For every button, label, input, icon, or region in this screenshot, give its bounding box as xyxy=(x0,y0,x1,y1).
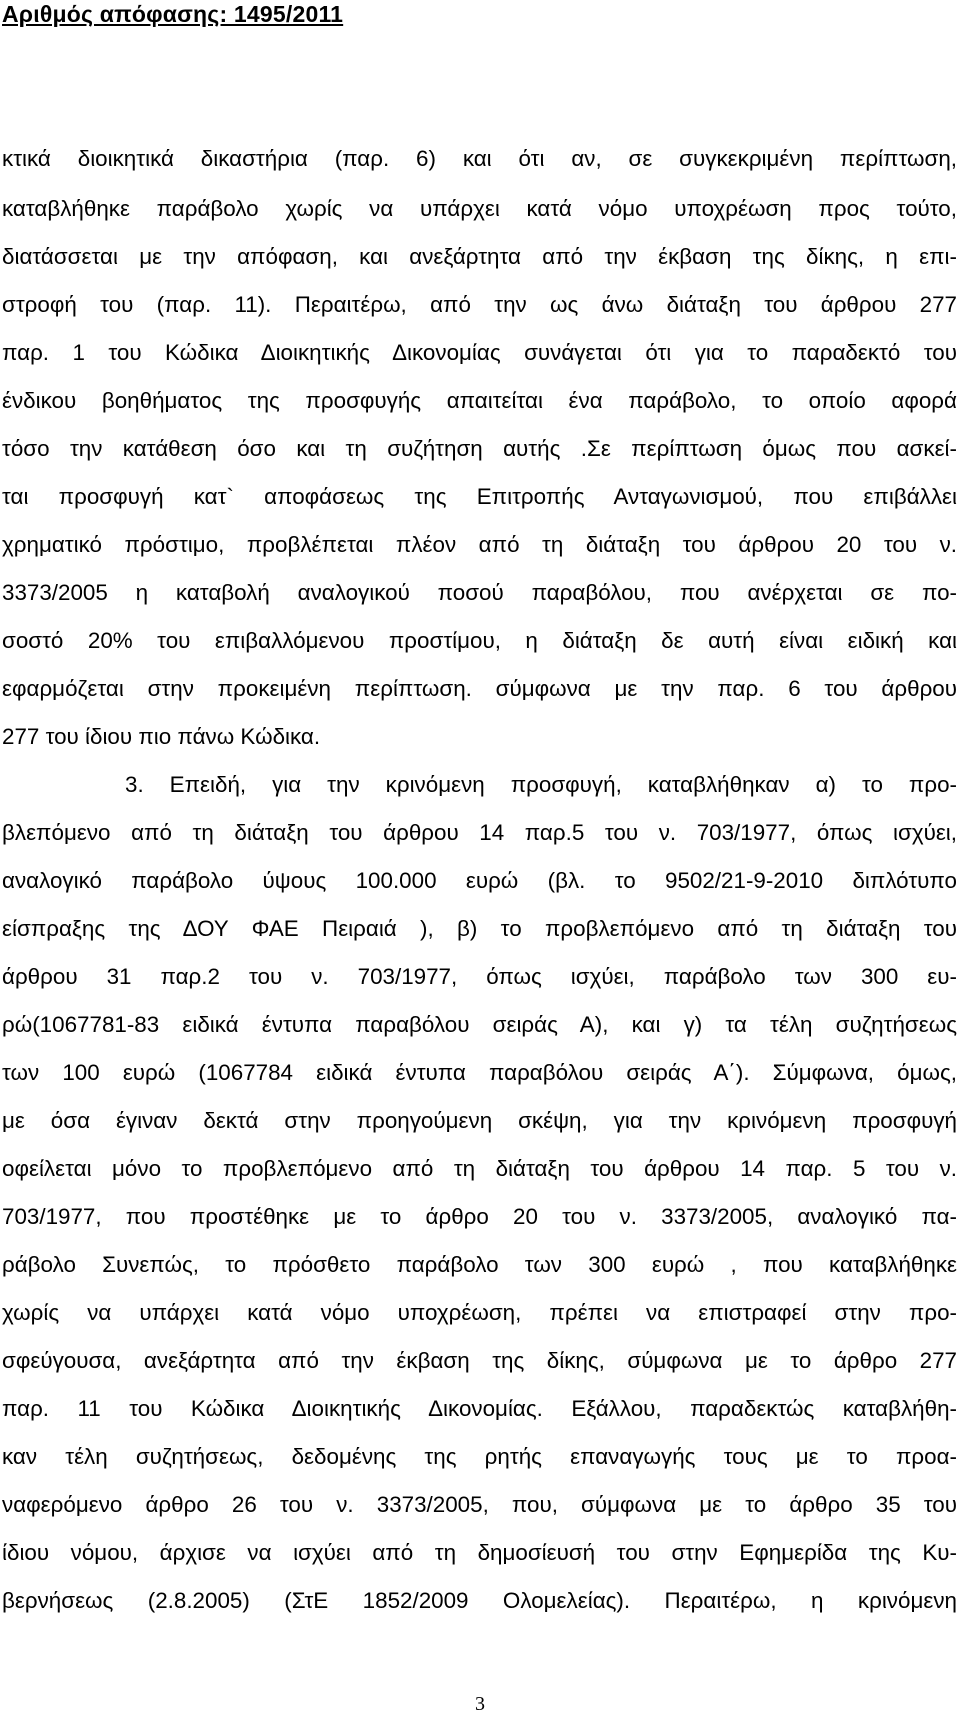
text-line-30: ίδιου νόμου, άρχισε να ισχύει από τη δημοσίευσή του στην Εφημερίδα της Κυ- xyxy=(2,1540,957,1565)
text-line-11: σοστό 20% του επιβαλλόμενου προστίμου, η διάταξη δε αυτή είναι ειδική και xyxy=(2,628,957,653)
text-line-16: αναλογικό παράβολο ύψους 100.000 ευρώ (βλ. το 9502/21-9-2010 διπλότυπο xyxy=(2,868,957,893)
paragraph-3-first-line: 3. Επειδή, για την κρινόμενη προσφυγή, καταβλήθηκαν α) το προ- xyxy=(125,772,957,797)
text-line-26: σφεύγουσα, ανεξάρτητα από την έκβαση της δίκης, σύμφωνα με το άρθρο 277 xyxy=(2,1348,957,1373)
text-line-22: οφείλεται μόνο το προβλεπόμενο από τη διάταξη του άρθρου 14 παρ. 5 του ν. xyxy=(2,1156,957,1181)
text-line-13: 277 του ίδιου πιο πάνω Κώδικα. xyxy=(2,724,321,749)
decision-number-heading: Αριθμός απόφασης: 1495/2011 xyxy=(2,1,344,27)
text-line-25: χωρίς να υπάρχει κατά νόμο υποχρέωση, πρέπει να επιστραφεί στην προ- xyxy=(2,1300,957,1325)
text-line-18: άρθρου 31 παρ.2 του ν. 703/1977, όπως ισχύει, παράβολο των 300 ευ- xyxy=(2,964,957,989)
text-line-4: στροφή του (παρ. 11). Περαιτέρω, από την ως άνω διάταξη του άρθρου 277 xyxy=(2,292,957,317)
text-line-24: ράβολο Συνεπώς, το πρόσθετο παράβολο των 300 ευρώ , που καταβλήθηκε xyxy=(2,1252,957,1277)
text-line-28: καν τέλη συζητήσεως, δεδομένης της ρητής επαναγωγής τους με το προα- xyxy=(2,1444,957,1469)
text-line-27: παρ. 11 του Κώδικα Διοικητικής Δικονομίας. Εξάλλου, παραδεκτώς καταβλήθη- xyxy=(2,1396,957,1421)
text-line-19: ρώ(1067781-83 ειδικά έντυπα παραβόλου σειράς Α), και γ) τα τέλη συζητήσεως xyxy=(2,1012,957,1037)
text-line-10: 3373/2005 η καταβολή αναλογικού ποσού παραβόλου, που ανέρχεται σε πο- xyxy=(2,580,957,605)
page-number: 3 xyxy=(475,1693,485,1715)
text-line-6: ένδικου βοηθήματος της προσφυγής απαιτείται ένα παράβολο, το οποίο αφορά xyxy=(2,388,957,413)
text-line-2: καταβλήθηκε παράβολο χωρίς να υπάρχει κατά νόμο υποχρέωση προς τούτο, xyxy=(2,196,957,221)
text-line-8: ται προσφυγή κατ` αποφάσεως της Επιτροπής Ανταγωνισμού, που επιβάλλει xyxy=(2,484,957,509)
text-line-7: τόσο την κατάθεση όσο και τη συζήτηση αυτής .Σε περίπτωση όμως που ασκεί- xyxy=(2,436,957,461)
text-line-5: παρ. 1 του Κώδικα Διοικητικής Δικονομίας συνάγεται ότι για το παραδεκτό του xyxy=(2,340,957,365)
text-line-9: χρηματικό πρόστιμο, προβλέπεται πλέον από τη διάταξη του άρθρου 20 του ν. xyxy=(2,532,957,557)
text-line-12: εφαρμόζεται στην προκειμένη περίπτωση. σύμφωνα με την παρ. 6 του άρθρου xyxy=(2,676,957,701)
text-line-20: των 100 ευρώ (1067784 ειδικά έντυπα παραβόλου σειράς Α΄). Σύμφωνα, όμως, xyxy=(2,1060,957,1085)
text-line-17: είσπραξης της ΔΟΥ ΦΑΕ Πειραιά ), β) το προβλεπόμενο από τη διάταξη του xyxy=(2,916,957,941)
text-line-21: με όσα έγιναν δεκτά στην προηγούμενη σκέψη, για την κρινόμενη προσφυγή xyxy=(2,1108,957,1133)
text-line-3: διατάσσεται με την απόφαση, και ανεξάρτητα από την έκβαση της δίκης, η επι- xyxy=(2,244,957,269)
text-line-15: βλεπόμενο από τη διάταξη του άρθρου 14 παρ.5 του ν. 703/1977, όπως ισχύει, xyxy=(2,820,957,845)
text-line-29: ναφερόμενο άρθρο 26 του ν. 3373/2005, που, σύμφωνα με το άρθρο 35 του xyxy=(2,1492,957,1517)
text-line-31: βερνήσεως (2.8.2005) (ΣτΕ 1852/2009 Ολομελείας). Περαιτέρω, η κρινόμενη xyxy=(2,1588,957,1613)
text-line-1: κτικά διοικητικά δικαστήρια (παρ. 6) και ότι αν, σε συγκεκριμένη περίπτωση, xyxy=(2,146,957,171)
text-line-23: 703/1977, που προστέθηκε με το άρθρο 20 του ν. 3373/2005, αναλογικό πα- xyxy=(2,1204,957,1229)
